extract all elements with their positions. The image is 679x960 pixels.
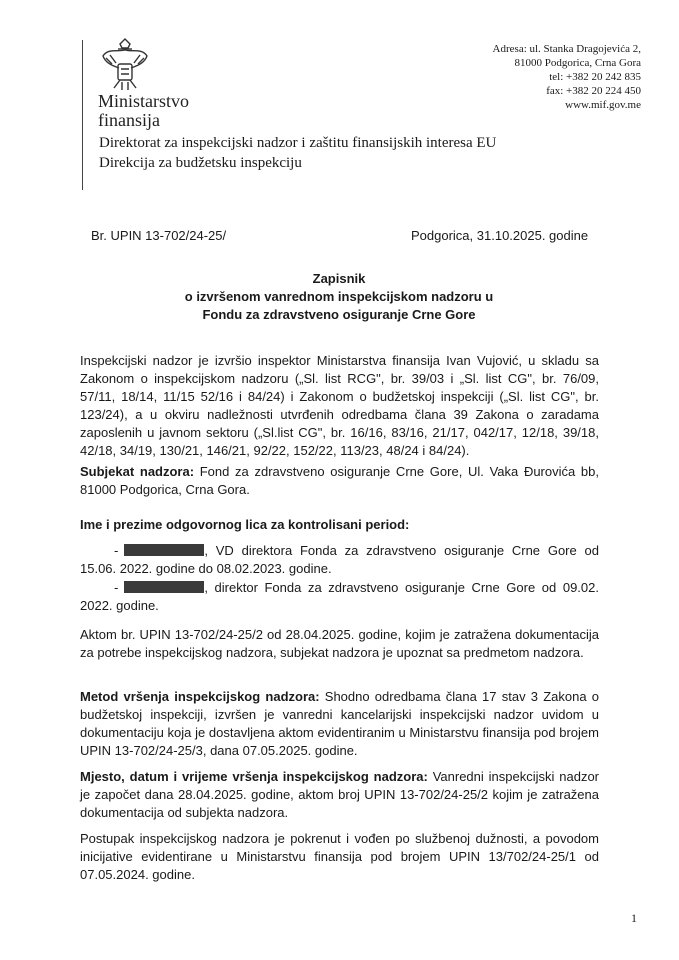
fax-line: fax: +382 20 224 450 bbox=[546, 85, 641, 97]
method-paragraph bbox=[80, 688, 599, 760]
directorate-name: Direktorat za inspekcijski nadzor i zaštitu finansijskih interesa EU bbox=[99, 135, 497, 151]
method-text: Shodno odredbama člana 17 stav 3 Zakona o budžetskoj inspekciji, izvršen je vanredni kancelarijski inspekcijski nadzor uvidom u dokumentaciju koja je dostavljena aktom evidentiranim u Ministarstvu finansija pod brojem UPIN 13-702/24-25/3, dana 07.05.2025. godine. bbox=[80, 689, 600, 758]
ministry-name bbox=[98, 92, 189, 130]
document-title bbox=[80, 270, 598, 324]
act-paragraph: Aktom br. UPIN 13-702/24-25/2 od 28.04.2025. godine, kojim je zatražena dokumentacija za potrebe inspekcijskog nadzora, subjekat nadzora je upoznat sa predmetom nadzora. bbox=[80, 627, 599, 660]
responsible-item bbox=[80, 579, 599, 615]
website-line: www.mif.gov.me bbox=[565, 99, 641, 111]
subject-text: Fond za zdravstveno osiguranje Crne Gore, Ul. Vaka Đurovića bb, 81000 Podgorica, Crna Gora. bbox=[80, 464, 599, 497]
procedure-paragraph: Postupak inspekcijskog nadzora je pokrenut i vođen po službenoj dužnosti, a povodom inicijative evidentirane u Ministarstvu finansija pod brojem UPIN 13/702/24-25/1 od 07.05.2024. godine. bbox=[80, 831, 599, 882]
redacted-name bbox=[124, 581, 204, 593]
place-time-paragraph bbox=[80, 768, 599, 822]
address-block bbox=[493, 42, 641, 112]
intro-paragraph: Inspekcijski nadzor je izvršio inspektor Ministarstva finansija Ivan Vujović, u skladu sa Zakonom o inspekcijskom nadzoru („Sl. list RCG", br. 39/03 i „Sl. list CG", br. 76/09, 57/11, 18/14, 11/15 52/16 i 84/24) i Zakonom o budžetskoj inspekciji („Sl. list CG", br. 123/24), a u okviru nadležnosti utvrđenih odredbama člana 39 Zakona o zaradama zaposlenih u javnom sektoru („Sl.list CG", br. 16/16, 83/16, 21/17, 042/17, 12/18, 39/18, 42/18, 34/19, 130/21, 146/21, 92/22, 152/22, 113/23, 48/24 i 84/24). bbox=[80, 353, 599, 458]
responsible-heading-text: Ime i prezime odgovornog lica za kontrolisani period: bbox=[80, 517, 410, 532]
subject-paragraph bbox=[80, 463, 599, 499]
bullet: - bbox=[114, 580, 119, 595]
title-line: Fondu za zdravstveno osiguranje Crne Gore bbox=[202, 307, 476, 322]
title-line: o izvršenom vanrednom inspekcijskom nadzoru u bbox=[184, 289, 494, 304]
directorate-block bbox=[99, 133, 496, 173]
title-line: Zapisnik bbox=[312, 271, 366, 286]
redacted-name bbox=[124, 544, 204, 556]
place-time-label: Mjesto, datum i vrijeme vršenja inspekcijskog nadzora: bbox=[80, 769, 428, 784]
address-line: Adresa: ul. Stanka Dragojevića 2, bbox=[492, 43, 641, 55]
department-name: Direkcija za budžetsku inspekciju bbox=[99, 155, 302, 171]
place-time-text: Vanredni inspekcijski nadzor je započet dana 28.04.2025. godine, aktom broj UPIN 13-702/24-25/2 kojim je zatražena dokumentacija od subjekta nadzora. bbox=[80, 769, 599, 820]
subject-label: Subjekat nadzora: bbox=[80, 464, 195, 479]
header-divider bbox=[82, 40, 83, 190]
place-date: Podgorica, 31.10.2025. godine bbox=[411, 228, 589, 243]
address-line: 81000 Podgorica, Crna Gora bbox=[514, 57, 641, 69]
method-label: Metod vršenja inspekcijskog nadzora: bbox=[80, 689, 320, 704]
responsible-text: , VD direktora Fonda za zdravstveno osiguranje Crne Gore od 15.06. 2022. godine do 08.02.2023. godine. bbox=[80, 543, 599, 576]
ministry-line-2: finansija bbox=[98, 110, 160, 130]
coat-of-arms-icon bbox=[100, 38, 150, 92]
ministry-line-1: Ministarstvo bbox=[98, 91, 190, 111]
responsible-heading bbox=[80, 516, 599, 534]
phone-line: tel: +382 20 242 835 bbox=[549, 71, 641, 83]
responsible-text: , direktor Fonda za zdravstveno osiguranje Crne Gore od 09.02. 2022. godine. bbox=[80, 580, 599, 613]
responsible-item bbox=[80, 542, 599, 578]
reference-number: Br. UPIN 13-702/24-25/ bbox=[91, 228, 227, 243]
page-number: 1 bbox=[631, 911, 637, 925]
bullet: - bbox=[114, 543, 119, 558]
